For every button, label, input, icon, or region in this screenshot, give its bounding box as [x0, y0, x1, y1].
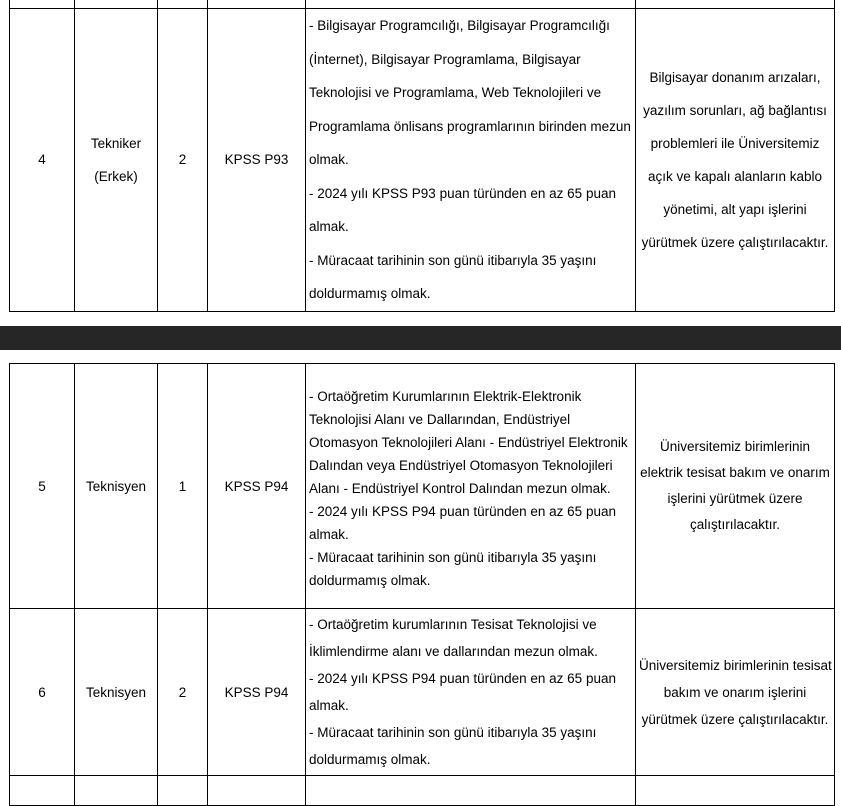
position-table-b — [9, 363, 835, 806]
requirements-cell: - Ortaöğretim Kurumlarının Elektrik-Elektronik Teknolojisi Alanı ve Dallarından, Endüstriyel Otomasyon Teknolojileri Alanı - Endüstriyel Elektronik Dalından veya Endüstriyel Otomasyon Teknolojileri Alanı - Endüstriyel Kontrol Dalından mezun olmak. - 2024 yılı KPSS P94 puan türünden en az 65 puan almak. - Müracaat tarihinin son günü itibarıyla 35 yaşını doldurmamış olmak. — [306, 364, 636, 609]
position-count: 2 — [158, 609, 208, 776]
position-title: Teknisyen — [75, 609, 158, 776]
description-cell: Üniversitemiz birimlerinin tesisat bakım ve onarım işlerini yürütmek üzere çalıştırılacaktır. — [636, 609, 835, 776]
score-type: KPSS P93 — [208, 9, 306, 312]
position-title: Tekniker (Erkek) — [75, 9, 158, 312]
row-number: 6 — [10, 609, 75, 776]
row-number: 4 — [10, 9, 75, 312]
table-row — [10, 364, 835, 609]
position-count: 1 — [158, 364, 208, 609]
position-table-a — [9, 8, 835, 312]
score-type: KPSS P94 — [208, 609, 306, 776]
score-type: KPSS P94 — [208, 364, 306, 609]
position-count: 2 — [158, 9, 208, 312]
table-row-partial — [10, 776, 835, 806]
description-cell: Üniversitemiz birimlerinin elektrik tesisat bakım ve onarım işlerini yürütmek üzere çalıştırılacaktır. — [636, 364, 835, 609]
position-title: Teknisyen — [75, 364, 158, 609]
row-number: 5 — [10, 364, 75, 609]
requirements-cell: - Ortaöğretim kurumlarının Tesisat Teknolojisi ve İklimlendirme alanı ve dallarından mezun olmak. - 2024 yılı KPSS P94 puan türünden en az 65 puan almak. - Müracaat tarihinin son günü itibarıyla 35 yaşını doldurmamış olmak. — [306, 609, 636, 776]
description-cell: Bilgisayar donanım arızaları, yazılım sorunları, ağ bağlantısı problemleri ile Üniversitemiz açık ve kapalı alanların kablo yönetimi, alt yapı işlerini yürütmek üzere çalıştırılacaktır. — [636, 9, 835, 312]
table-row — [10, 609, 835, 776]
table-row — [10, 9, 835, 312]
page-separator-band — [0, 326, 841, 350]
requirements-cell: - Bilgisayar Programcılığı, Bilgisayar Programcılığı (İnternet), Bilgisayar Programlama, Bilgisayar Teknolojisi ve Programlama, Web Teknolojileri ve Programlama önlisans programlarının birinden mezun olmak. - 2024 yılı KPSS P93 puan türünden en az 65 puan almak. - Müracaat tarihinin son günü itibarıyla 35 yaşını doldurmamış olmak. — [306, 9, 636, 312]
